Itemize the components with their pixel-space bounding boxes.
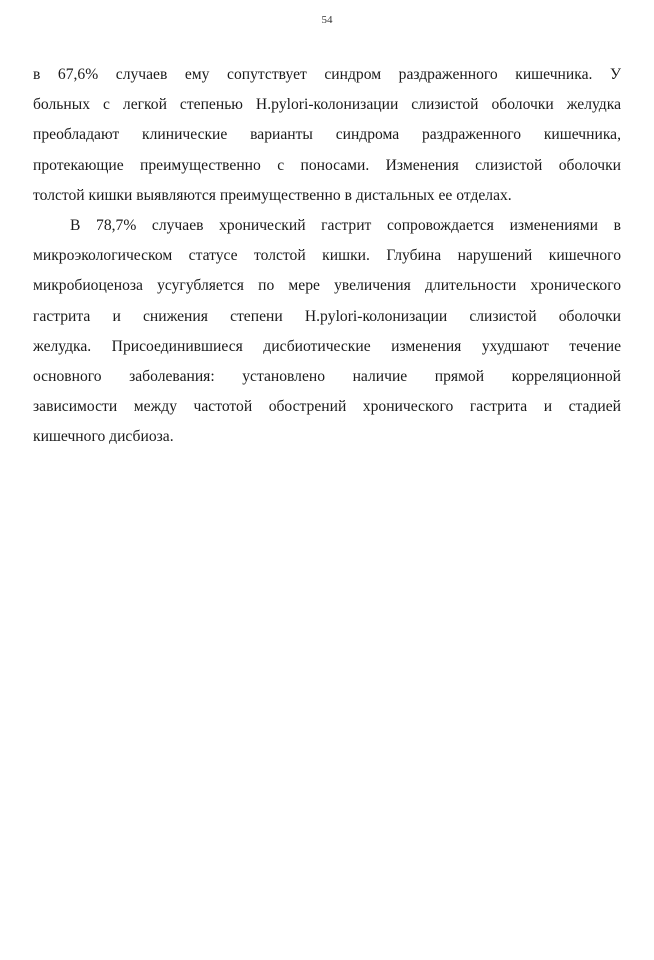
text-line: кишечного дисбиоза. [33, 428, 174, 446]
text-line: в 67,6% случаев ему сопутствует синдром раздраженного кишечника. У [33, 66, 621, 83]
text-line: протекающие преимущественно с поносами. Изменения слизистой оболочки [33, 156, 621, 174]
text-line: микробиоценоза усугубляется по мере увеличения длительности хронического [33, 277, 621, 295]
paragraph [33, 60, 621, 211]
text-line: желудка. Присоединившиеся дисбиотические изменения ухудшают течение [33, 337, 621, 355]
text-line: больных с легкой степенью H.pylori-колонизации слизистой оболочки желудка [33, 96, 621, 114]
text-line: толстой кишки выявляются преимущественно в дистальных ее отделах. [33, 186, 512, 204]
page-number: 54 [321, 14, 333, 26]
text-line: преобладают клинические варианты синдрома раздраженного кишечника, [33, 126, 621, 144]
text-line: гастрита и снижения степени H.pylori-колонизации слизистой оболочки [33, 307, 621, 325]
text-line: зависимости между частотой обострений хронического гастрита и стадией [33, 398, 621, 416]
text-line: основного заболевания: установлено наличие прямой корреляционной [33, 367, 621, 385]
text-line: микроэкологическом статусе толстой кишки. Глубина нарушений кишечного [33, 247, 621, 265]
paragraph [33, 211, 621, 453]
body-text [33, 60, 621, 452]
text-line: В 78,7% случаев хронический гастрит сопровождается изменениями в [70, 216, 621, 234]
